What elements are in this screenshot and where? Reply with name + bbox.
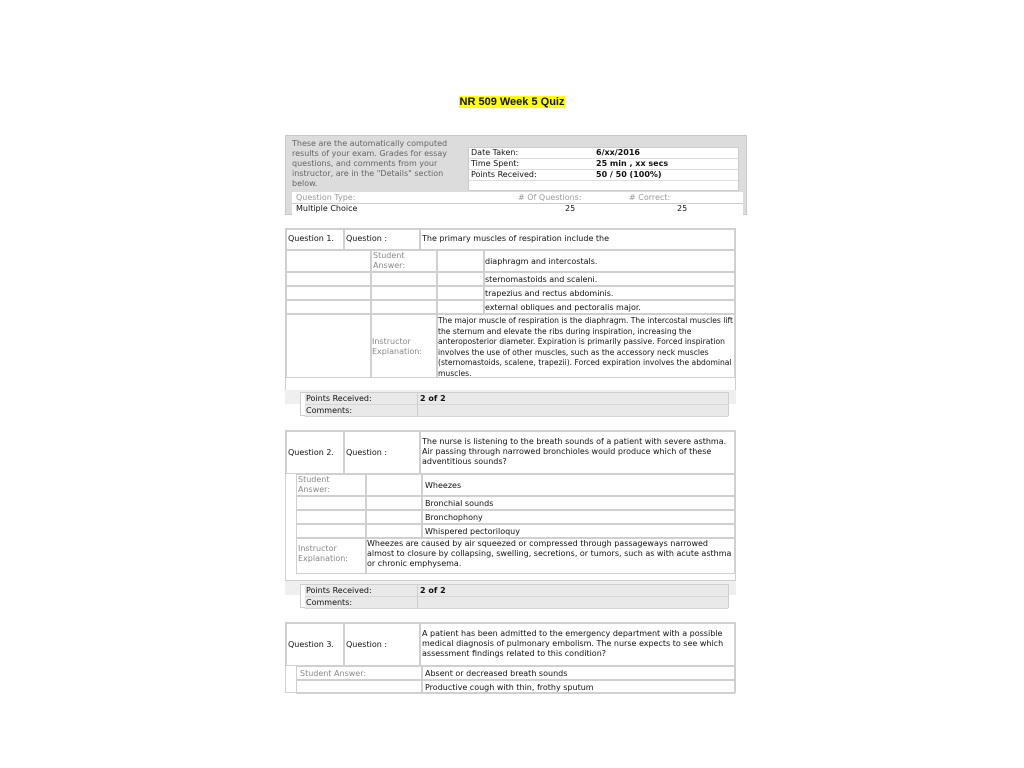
q3-answer-b: Productive cough with thin, frothy sputum [425, 683, 594, 692]
q1-explanation: The major muscle of respiration is the diaphragm. The intercostal muscles lift the sternum and elevate the ribs during inspiration, increasing the anteroposterior diameter. Expiration is primarily passive. Forced inspiration involves the use of other muscles, such as the accessory neck muscles (sternomastoids, scalene, trapezii). Forced expiration involves the abdominal muscles. [438, 316, 734, 378]
num-questions-value: 25 [565, 204, 576, 213]
q1-points-value: 2 of 2 [420, 394, 446, 403]
date-taken-value: 6/xx/2016 [596, 148, 640, 157]
question-3-number: Question 3. [288, 640, 334, 649]
q1-answer-b: sternomastoids and scaleni. [485, 275, 598, 284]
q1-answer-c: trapezius and rectus abdominis. [485, 289, 614, 298]
results-summary [285, 135, 747, 215]
q2-student-answer-label: Student Answer: [298, 475, 331, 494]
points-received-label: Points Received: [471, 170, 537, 179]
question-type-value: Multiple Choice [296, 204, 358, 213]
summary-intro: These are the automatically computed results of your exam. Grades for essay questions, and comments from your instructor, are in the "Details" section below. [292, 139, 448, 188]
num-correct-header: # Correct: [629, 193, 671, 202]
question-1-text: The primary muscles of respiration include the [422, 234, 610, 243]
q2-answer-b: Bronchial sounds [425, 499, 494, 508]
q2-points-label: Points Received: [306, 586, 372, 595]
q1-points-table [300, 392, 729, 416]
q1-answer-d: external obliques and pectoralis major. [485, 303, 641, 312]
question-1-block [285, 228, 736, 391]
q2-answer-d: Whispered pectoriloquy [425, 527, 520, 536]
date-taken-label: Date Taken: [471, 148, 519, 157]
q2-instructor-label: Instructor Explanation: [298, 544, 348, 563]
q2-comments-label: Comments: [306, 598, 353, 607]
q1-comments-label: Comments: [306, 406, 353, 415]
question-3-text: A patient has been admitted to the emergency department with a possible medical diagnosis of pulmonary embolism. The nurse expects to see which assessment findings related to this condition? [422, 629, 724, 658]
q2-points-table [300, 584, 729, 608]
q1-answer-a: diaphragm and intercostals. [485, 257, 598, 266]
q1-points-label: Points Received: [306, 394, 372, 403]
num-correct-value: 25 [677, 204, 688, 213]
question-2-number: Question 2. [288, 448, 334, 457]
num-questions-header: # Of Questions: [518, 193, 582, 202]
question-2-text: The nurse is listening to the breath sounds of a patient with severe asthma. Air passing through narrowed bronchioles would produce which of these adventitious sounds? [422, 437, 727, 466]
page-title: NR 509 Week 5 Quiz [459, 96, 565, 108]
question-type-header: Question Type: [296, 193, 356, 202]
question-type-table [292, 192, 743, 215]
question-3-label: Question : [346, 640, 388, 649]
q2-answer-c: Bronchophony [425, 513, 483, 522]
time-spent-label: Time Spent: [471, 159, 520, 168]
question-1-number: Question 1. [288, 234, 334, 243]
question-1-label: Question : [346, 234, 388, 243]
q2-answer-a: Wheezes [425, 481, 462, 490]
time-spent-value: 25 min , xx secs [596, 159, 669, 168]
question-2-label: Question : [346, 448, 388, 457]
q3-answer-a: Absent or decreased breath sounds [425, 669, 568, 678]
q1-instructor-label: Instructor Explanation: [372, 337, 422, 356]
points-received-value: 50 / 50 (100%) [596, 170, 662, 179]
q1-student-answer-label: Student Answer: [373, 251, 406, 270]
q2-points-value: 2 of 2 [420, 586, 446, 595]
question-3-block [285, 622, 736, 693]
q2-explanation: Wheezes are caused by air squeezed or compressed through passageways narrowed almost to closure by collapsing, swelling, secretions, or tumors, such as with acute asthma or chronic emphysema. [367, 539, 732, 568]
question-2-block [285, 430, 736, 581]
summary-info-table [468, 147, 739, 191]
q3-student-answer-label: Student Answer: [300, 669, 367, 678]
